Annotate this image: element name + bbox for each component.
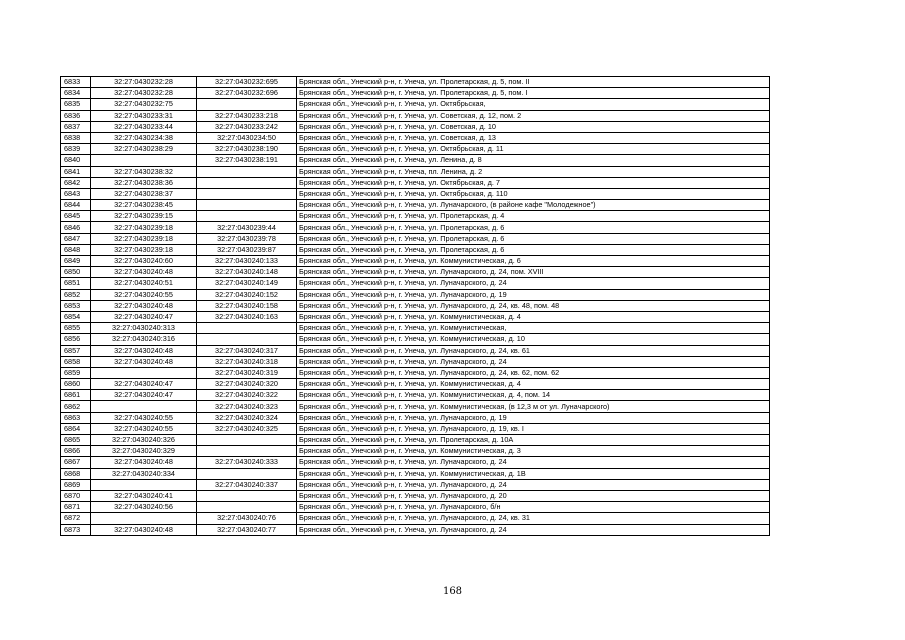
row-number-cell: 6834 <box>61 88 91 99</box>
land-cadastral-number-cell: 32:27:0430240:56 <box>91 502 197 513</box>
address-cell: Брянская обл., Унечский р-н, г. Унеча, ул. Луначарского, д. 24, кв. 62, пом. 62 <box>297 367 770 378</box>
land-cadastral-number-cell: 32:27:0430240:55 <box>91 412 197 423</box>
address-cell: Брянская обл., Унечский р-н, г. Унеча, ул. Луначарского, д. 20 <box>297 490 770 501</box>
address-cell: Брянская обл., Унечский р-н, г. Унеча, ул. Пролетарская, д. 10А <box>297 435 770 446</box>
object-cadastral-number-cell: 32:27:0430239:44 <box>197 222 297 233</box>
table-row <box>61 77 770 88</box>
table-row <box>61 513 770 524</box>
object-cadastral-number-cell: 32:27:0430240:158 <box>197 300 297 311</box>
object-cadastral-number-cell: 32:27:0430240:324 <box>197 412 297 423</box>
address-cell: Брянская обл., Унечский р-н, г. Унеча, ул. Пролетарская, д. 6 <box>297 222 770 233</box>
land-cadastral-number-cell: 32:27:0430240:41 <box>91 490 197 501</box>
table-row <box>61 211 770 222</box>
table-row <box>61 401 770 412</box>
land-cadastral-number-cell <box>91 513 197 524</box>
table-row <box>61 88 770 99</box>
land-cadastral-number-cell: 32:27:0430240:48 <box>91 300 197 311</box>
address-cell: Брянская обл., Унечский р-н, г. Унеча, ул. Коммунистическая, (в 12,3 м от ул. Луначарского) <box>297 401 770 412</box>
land-cadastral-number-cell: 32:27:0430240:48 <box>91 356 197 367</box>
table-row <box>61 289 770 300</box>
row-number-cell: 6841 <box>61 166 91 177</box>
land-cadastral-number-cell: 32:27:0430240:329 <box>91 446 197 457</box>
object-cadastral-number-cell: 32:27:0430240:318 <box>197 356 297 367</box>
land-cadastral-number-cell: 32:27:0430240:48 <box>91 524 197 535</box>
address-cell: Брянская обл., Унечский р-н, г. Унеча, ул. Луначарского, д. 24, кв. 61 <box>297 345 770 356</box>
row-number-cell: 6863 <box>61 412 91 423</box>
address-cell: Брянская обл., Унечский р-н, г. Унеча, ул. Октябрьская, д. 7 <box>297 177 770 188</box>
table-row <box>61 278 770 289</box>
row-number-cell: 6869 <box>61 479 91 490</box>
object-cadastral-number-cell <box>197 200 297 211</box>
table-row <box>61 524 770 535</box>
address-cell: Брянская обл., Унечский р-н, г. Унеча, ул. Луначарского, (в районе кафе "Молодежное") <box>297 200 770 211</box>
land-cadastral-number-cell: 32:27:0430232:28 <box>91 88 197 99</box>
land-cadastral-number-cell: 32:27:0430240:51 <box>91 278 197 289</box>
object-cadastral-number-cell: 32:27:0430240:325 <box>197 423 297 434</box>
row-number-cell: 6871 <box>61 502 91 513</box>
object-cadastral-number-cell <box>197 490 297 501</box>
land-cadastral-number-cell: 32:27:0430238:36 <box>91 177 197 188</box>
table-row <box>61 423 770 434</box>
land-cadastral-number-cell: 32:27:0430240:60 <box>91 256 197 267</box>
address-cell: Брянская обл., Унечский р-н, г. Унеча, ул. Луначарского, б/н <box>297 502 770 513</box>
object-cadastral-number-cell: 32:27:0430238:190 <box>197 144 297 155</box>
address-cell: Брянская обл., Унечский р-н, г. Унеча, ул. Луначарского, д. 19, кв. I <box>297 423 770 434</box>
row-number-cell: 6868 <box>61 468 91 479</box>
object-cadastral-number-cell: 32:27:0430240:77 <box>197 524 297 535</box>
land-cadastral-number-cell: 32:27:0430240:326 <box>91 435 197 446</box>
address-cell: Брянская обл., Унечский р-н, г. Унеча, ул. Октябрьская, д. 11 <box>297 144 770 155</box>
object-cadastral-number-cell: 32:27:0430240:133 <box>197 256 297 267</box>
object-cadastral-number-cell: 32:27:0430240:163 <box>197 311 297 322</box>
row-number-cell: 6846 <box>61 222 91 233</box>
table-row <box>61 323 770 334</box>
page-number: 168 <box>442 586 463 597</box>
land-cadastral-number-cell <box>91 401 197 412</box>
table-row <box>61 244 770 255</box>
land-cadastral-number-cell: 32:27:0430240:47 <box>91 379 197 390</box>
table-row <box>61 435 770 446</box>
land-cadastral-number-cell: 32:27:0430240:55 <box>91 289 197 300</box>
land-cadastral-number-cell: 32:27:0430232:75 <box>91 99 197 110</box>
row-number-cell: 6855 <box>61 323 91 334</box>
address-cell: Брянская обл., Унечский р-н, г. Унеча, ул. Луначарского, д. 24, кв. 48, пом. 48 <box>297 300 770 311</box>
table-row <box>61 390 770 401</box>
object-cadastral-number-cell <box>197 334 297 345</box>
address-cell: Брянская обл., Унечский р-н, г. Унеча, ул. Пролетарская, д. 6 <box>297 233 770 244</box>
row-number-cell: 6849 <box>61 256 91 267</box>
land-cadastral-number-cell: 32:27:0430233:31 <box>91 110 197 121</box>
row-number-cell: 6865 <box>61 435 91 446</box>
object-cadastral-number-cell: 32:27:0430240:76 <box>197 513 297 524</box>
table-row <box>61 256 770 267</box>
address-cell: Брянская обл., Унечский р-н, г. Унеча, ул. Луначарского, д. 24, кв. 31 <box>297 513 770 524</box>
land-cadastral-number-cell <box>91 367 197 378</box>
object-cadastral-number-cell: 32:27:0430240:337 <box>197 479 297 490</box>
object-cadastral-number-cell: 32:27:0430233:218 <box>197 110 297 121</box>
object-cadastral-number-cell: 32:27:0430240:333 <box>197 457 297 468</box>
address-cell: Брянская обл., Унечский р-н, г. Унеча, ул. Луначарского, д. 24 <box>297 479 770 490</box>
object-cadastral-number-cell: 32:27:0430233:242 <box>197 121 297 132</box>
address-cell: Брянская обл., Унечский р-н, г. Унеча, ул. Советская, д. 12, пом. 2 <box>297 110 770 121</box>
land-cadastral-number-cell: 32:27:0430239:18 <box>91 233 197 244</box>
row-number-cell: 6873 <box>61 524 91 535</box>
row-number-cell: 6843 <box>61 188 91 199</box>
land-cadastral-number-cell: 32:27:0430238:32 <box>91 166 197 177</box>
row-number-cell: 6847 <box>61 233 91 244</box>
object-cadastral-number-cell: 32:27:0430240:319 <box>197 367 297 378</box>
row-number-cell: 6862 <box>61 401 91 412</box>
land-cadastral-number-cell: 32:27:0430240:48 <box>91 267 197 278</box>
object-cadastral-number-cell <box>197 177 297 188</box>
object-cadastral-number-cell: 32:27:0430240:149 <box>197 278 297 289</box>
row-number-cell: 6853 <box>61 300 91 311</box>
object-cadastral-number-cell <box>197 166 297 177</box>
land-cadastral-number-cell <box>91 155 197 166</box>
table-row <box>61 99 770 110</box>
table-row <box>61 379 770 390</box>
row-number-cell: 6857 <box>61 345 91 356</box>
object-cadastral-number-cell <box>197 435 297 446</box>
object-cadastral-number-cell <box>197 323 297 334</box>
object-cadastral-number-cell <box>197 468 297 479</box>
address-cell: Брянская обл., Унечский р-н, г. Унеча, ул. Коммунистическая, д. 4 <box>297 311 770 322</box>
table-row <box>61 188 770 199</box>
land-cadastral-number-cell: 32:27:0430240:316 <box>91 334 197 345</box>
table-row <box>61 502 770 513</box>
address-cell: Брянская обл., Унечский р-н, г. Унеча, ул. Луначарского, д. 24 <box>297 278 770 289</box>
object-cadastral-number-cell: 32:27:0430240:148 <box>197 267 297 278</box>
address-cell: Брянская обл., Унечский р-н, г. Унеча, ул. Коммунистическая, д. 6 <box>297 256 770 267</box>
table-row <box>61 267 770 278</box>
land-cadastral-number-cell: 32:27:0430240:55 <box>91 423 197 434</box>
table-row <box>61 300 770 311</box>
row-number-cell: 6860 <box>61 379 91 390</box>
row-number-cell: 6872 <box>61 513 91 524</box>
row-number-cell: 6837 <box>61 121 91 132</box>
table-row <box>61 177 770 188</box>
address-cell: Брянская обл., Унечский р-н, г. Унеча, ул. Коммунистическая, д. 4, пом. 14 <box>297 390 770 401</box>
object-cadastral-number-cell: 32:27:0430240:322 <box>197 390 297 401</box>
object-cadastral-number-cell: 32:27:0430240:323 <box>197 401 297 412</box>
row-number-cell: 6839 <box>61 144 91 155</box>
row-number-cell: 6850 <box>61 267 91 278</box>
address-cell: Брянская обл., Унечский р-н, г. Унеча, ул. Луначарского, д. 24 <box>297 457 770 468</box>
row-number-cell: 6866 <box>61 446 91 457</box>
object-cadastral-number-cell: 32:27:0430239:78 <box>197 233 297 244</box>
address-cell: Брянская обл., Унечский р-н, г. Унеча, ул. Пролетарская, д. 5, пом. I <box>297 88 770 99</box>
table-row <box>61 155 770 166</box>
object-cadastral-number-cell: 32:27:0430232:695 <box>197 77 297 88</box>
address-cell: Брянская обл., Унечский р-н, г. Унеча, ул. Октябрьская, <box>297 99 770 110</box>
object-cadastral-number-cell <box>197 188 297 199</box>
land-cadastral-number-cell: 32:27:0430240:47 <box>91 390 197 401</box>
land-cadastral-number-cell: 32:27:0430240:48 <box>91 345 197 356</box>
land-cadastral-number-cell: 32:27:0430239:18 <box>91 222 197 233</box>
table-row <box>61 222 770 233</box>
land-cadastral-number-cell: 32:27:0430240:47 <box>91 311 197 322</box>
address-cell: Брянская обл., Унечский р-н, г. Унеча, ул. Луначарского, д. 24 <box>297 356 770 367</box>
row-number-cell: 6844 <box>61 200 91 211</box>
object-cadastral-number-cell: 32:27:0430240:317 <box>197 345 297 356</box>
land-cadastral-number-cell: 32:27:0430238:29 <box>91 144 197 155</box>
land-cadastral-number-cell: 32:27:0430232:28 <box>91 77 197 88</box>
address-cell: Брянская обл., Унечский р-н, г. Унеча, пл. Ленина, д. 2 <box>297 166 770 177</box>
land-cadastral-number-cell: 32:27:0430234:38 <box>91 132 197 143</box>
table-row <box>61 121 770 132</box>
row-number-cell: 6845 <box>61 211 91 222</box>
row-number-cell: 6851 <box>61 278 91 289</box>
object-cadastral-number-cell: 32:27:0430238:191 <box>197 155 297 166</box>
address-cell: Брянская обл., Унечский р-н, г. Унеча, ул. Октябрьская, д. 110 <box>297 188 770 199</box>
table-row <box>61 446 770 457</box>
address-cell: Брянская обл., Унечский р-н, г. Унеча, ул. Луначарского, д. 19 <box>297 289 770 300</box>
property-register-table <box>60 76 770 536</box>
row-number-cell: 6833 <box>61 77 91 88</box>
land-cadastral-number-cell: 32:27:0430240:313 <box>91 323 197 334</box>
address-cell: Брянская обл., Унечский р-н, г. Унеча, ул. Пролетарская, д. 6 <box>297 244 770 255</box>
object-cadastral-number-cell <box>197 446 297 457</box>
object-cadastral-number-cell <box>197 99 297 110</box>
table-row <box>61 468 770 479</box>
table-row <box>61 110 770 121</box>
object-cadastral-number-cell: 32:27:0430239:87 <box>197 244 297 255</box>
row-number-cell: 6861 <box>61 390 91 401</box>
table-row <box>61 144 770 155</box>
row-number-cell: 6856 <box>61 334 91 345</box>
land-cadastral-number-cell: 32:27:0430239:18 <box>91 244 197 255</box>
address-cell: Брянская обл., Унечский р-н, г. Унеча, ул. Пролетарская, д. 4 <box>297 211 770 222</box>
table-row <box>61 311 770 322</box>
row-number-cell: 6842 <box>61 177 91 188</box>
table-row <box>61 334 770 345</box>
table-row <box>61 345 770 356</box>
row-number-cell: 6835 <box>61 99 91 110</box>
row-number-cell: 6848 <box>61 244 91 255</box>
table-row <box>61 166 770 177</box>
land-cadastral-number-cell: 32:27:0430240:334 <box>91 468 197 479</box>
row-number-cell: 6859 <box>61 367 91 378</box>
row-number-cell: 6864 <box>61 423 91 434</box>
address-cell: Брянская обл., Унечский р-н, г. Унеча, ул. Коммунистическая, д. 1В <box>297 468 770 479</box>
land-cadastral-number-cell: 32:27:0430239:15 <box>91 211 197 222</box>
address-cell: Брянская обл., Унечский р-н, г. Унеча, ул. Луначарского, д. 19 <box>297 412 770 423</box>
row-number-cell: 6836 <box>61 110 91 121</box>
row-number-cell: 6838 <box>61 132 91 143</box>
address-cell: Брянская обл., Унечский р-н, г. Унеча, ул. Коммунистическая, д. 10 <box>297 334 770 345</box>
row-number-cell: 6854 <box>61 311 91 322</box>
address-cell: Брянская обл., Унечский р-н, г. Унеча, ул. Пролетарская, д. 5, пом. II <box>297 77 770 88</box>
address-cell: Брянская обл., Унечский р-н, г. Унеча, ул. Ленина, д. 8 <box>297 155 770 166</box>
table-row <box>61 490 770 501</box>
address-cell: Брянская обл., Унечский р-н, г. Унеча, ул. Советская, д. 13 <box>297 132 770 143</box>
land-cadastral-number-cell: 32:27:0430238:45 <box>91 200 197 211</box>
table-row <box>61 200 770 211</box>
address-cell: Брянская обл., Унечский р-н, г. Унеча, ул. Луначарского, д. 24 <box>297 524 770 535</box>
object-cadastral-number-cell: 32:27:0430240:152 <box>197 289 297 300</box>
address-cell: Брянская обл., Унечский р-н, г. Унеча, ул. Коммунистическая, <box>297 323 770 334</box>
land-cadastral-number-cell: 32:27:0430240:48 <box>91 457 197 468</box>
table-row <box>61 479 770 490</box>
address-cell: Брянская обл., Унечский р-н, г. Унеча, ул. Коммунистическая, д. 4 <box>297 379 770 390</box>
land-cadastral-number-cell <box>91 479 197 490</box>
object-cadastral-number-cell: 32:27:0430234:50 <box>197 132 297 143</box>
table-row <box>61 132 770 143</box>
row-number-cell: 6852 <box>61 289 91 300</box>
land-cadastral-number-cell: 32:27:0430233:44 <box>91 121 197 132</box>
address-cell: Брянская обл., Унечский р-н, г. Унеча, ул. Луначарского, д. 24, пом. XVIII <box>297 267 770 278</box>
register-table-body <box>61 77 770 536</box>
table-row <box>61 457 770 468</box>
object-cadastral-number-cell <box>197 502 297 513</box>
row-number-cell: 6867 <box>61 457 91 468</box>
table-row <box>61 356 770 367</box>
object-cadastral-number-cell: 32:27:0430232:696 <box>197 88 297 99</box>
table-row <box>61 412 770 423</box>
row-number-cell: 6870 <box>61 490 91 501</box>
address-cell: Брянская обл., Унечский р-н, г. Унеча, ул. Коммунистическая, д. 3 <box>297 446 770 457</box>
row-number-cell: 6858 <box>61 356 91 367</box>
object-cadastral-number-cell <box>197 211 297 222</box>
address-cell: Брянская обл., Унечский р-н, г. Унеча, ул. Советская, д. 10 <box>297 121 770 132</box>
object-cadastral-number-cell: 32:27:0430240:320 <box>197 379 297 390</box>
row-number-cell: 6840 <box>61 155 91 166</box>
table-row <box>61 367 770 378</box>
table-row <box>61 233 770 244</box>
land-cadastral-number-cell: 32:27:0430238:37 <box>91 188 197 199</box>
